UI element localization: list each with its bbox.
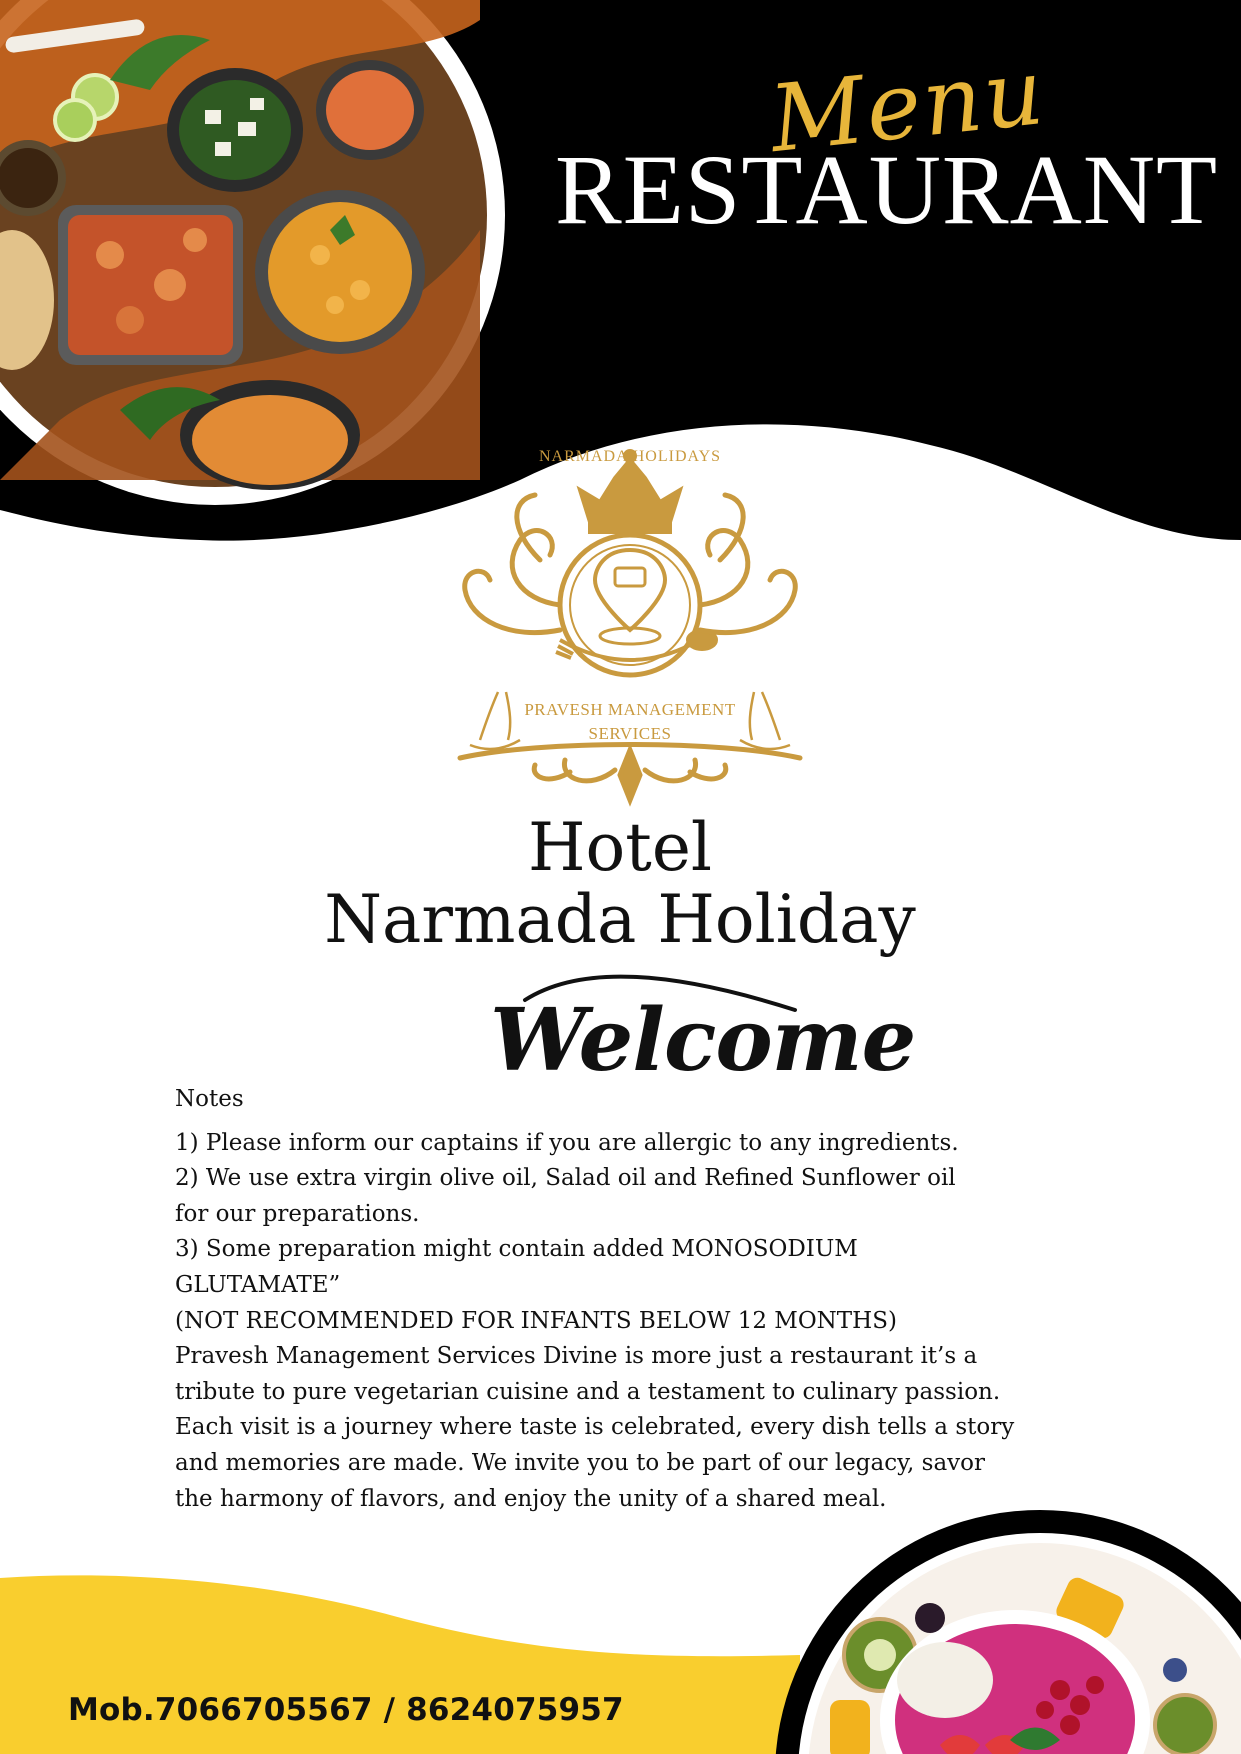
menu-script-title: Menu [765, 37, 1050, 174]
notes-section [175, 1082, 1095, 1517]
logo-top-text: NARMADA HOLIDAYS [538, 448, 722, 465]
restaurant-description: Pravesh Management Services Divine is more just a restaurant it’s a tribute to pure vegetarian cuisine and a testament to culinary passion. Each visit is a journey where taste is celebrated, every dish tells a story and memories are made. We invite you to be part of our legacy, savor the harmony of flavors, and enjoy the unity of a shared meal. [175, 1343, 1015, 1512]
hotel-name-line2: Narmada Holiday [324, 881, 916, 958]
hotel-name-line1: Hotel [528, 809, 712, 886]
restaurant-title: RESTAURANT [555, 134, 1219, 245]
note-item-1: 1) Please inform our captains if you are allergic to any ingredients. [175, 1129, 959, 1156]
logo-bottom-text: PRAVESH MANAGEMENT SERVICES [524, 700, 736, 743]
welcome-script: Welcome [490, 990, 916, 1091]
mobile-numbers: Mob.7066705567 / 8624075957 [68, 1692, 624, 1728]
hotel-name [300, 809, 940, 958]
bed-location-pin-icon [595, 550, 665, 644]
narmada-logo-emblem [450, 440, 810, 810]
note-item-2: 2) We use extra virgin olive oil, Salad oil and Refined Sunflower oil for our preparations. [175, 1165, 956, 1227]
note-item-4: (NOT RECOMMENDED FOR INFANTS BELOW 12 MONTHS) [175, 1307, 897, 1334]
notes-title: Notes [175, 1086, 244, 1112]
note-item-3: 3) Some preparation might contain added MONOSODIUM GLUTAMATE” [175, 1236, 858, 1298]
bottom-right-fruit-photo [775, 1510, 1241, 1754]
top-left-food-photo [0, 0, 505, 505]
